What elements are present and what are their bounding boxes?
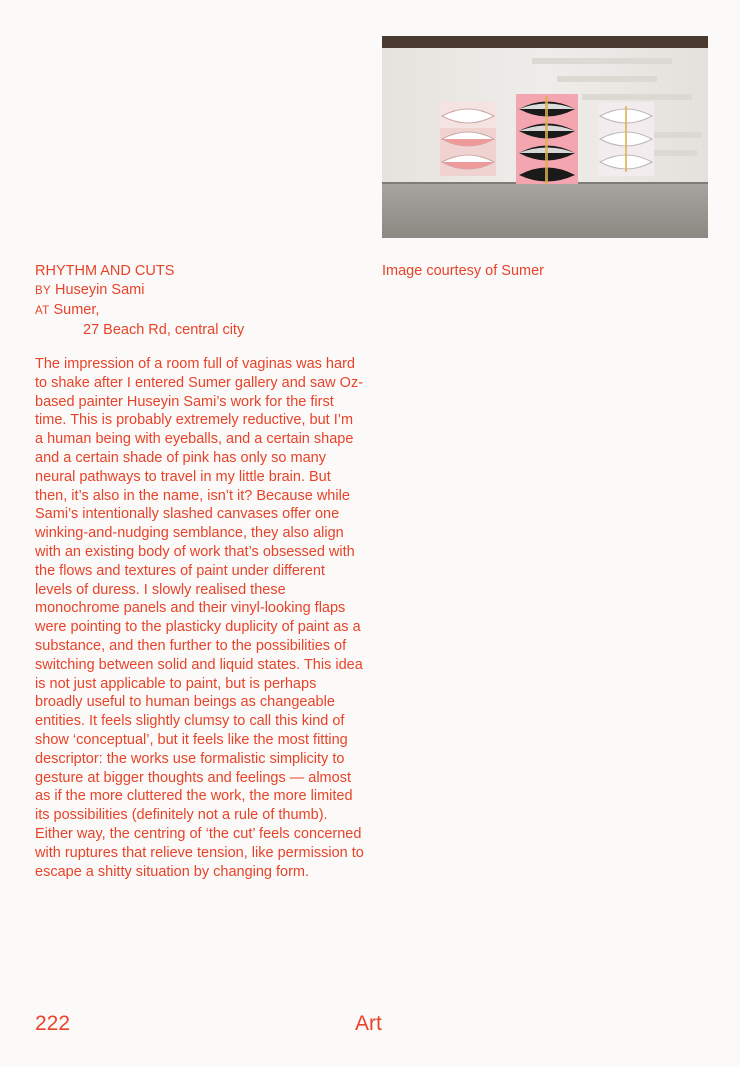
venue-address: 27 Beach Rd, central city [83, 322, 245, 338]
venue-line [35, 301, 244, 321]
painting-left [440, 102, 496, 176]
section-label: Art [355, 1012, 382, 1035]
article-body [35, 355, 365, 881]
article-paragraph: The impression of a room full of vaginas was hard to shake after I entered Sumer gallery and saw Oz-based painter Huseyin Sami’s work for the first time. This is probably extremely reductive, but I’m a human being with eyeballs, and a certain shape and a certain shade of pink has only so many neural pathways to travel in my little brain. But then, it’s also in the name, isn’t it? Because while Sami’s intentionally slashed canvases offer one winking-and-nudging semblance, they also align with an existing body of work that’s obsessed with the flows and textures of paint under different levels of duress. I slowly realised these monochrome panels and their vinyl-looking flaps were pointing to the plasticky duplicity of paint as a substance, and then further to the possibilities of switching between solid and liquid states. This idea is not just applicable to paint, but is perhaps broadly useful to human beings as changeable entities. It feels slightly clumsy to call this kind of show ‘conceptual’, but it feels like the most fitting descriptor: the works use formalistic simplicity to gesture at bigger thoughts and feelings — almost as if the more cluttered the work, the more limited its possibilities (definitely not a rule of thumb). Either way, the centring of ‘the cut’ feels concerned with ruptures that relieve tension, like permission to escape a shitty situation by changing form. [35, 356, 364, 880]
venue-name: Sumer, [53, 302, 100, 318]
gallery-photo [382, 36, 708, 238]
image-caption: Image courtesy of Sumer [382, 263, 544, 279]
artist-name: Huseyin Sami [54, 282, 145, 298]
by-label: BY [35, 285, 51, 297]
article-header [35, 262, 244, 340]
ceiling [382, 36, 708, 48]
gallery-photo-drawing [382, 36, 708, 238]
article-title: RHYTHM AND CUTS [35, 263, 175, 279]
gallery-floor [382, 182, 708, 238]
painting-right [598, 102, 654, 176]
painting-center [516, 94, 578, 184]
page-number: 222 [35, 1012, 71, 1035]
at-label: AT [35, 305, 50, 317]
artist-line [35, 281, 244, 301]
